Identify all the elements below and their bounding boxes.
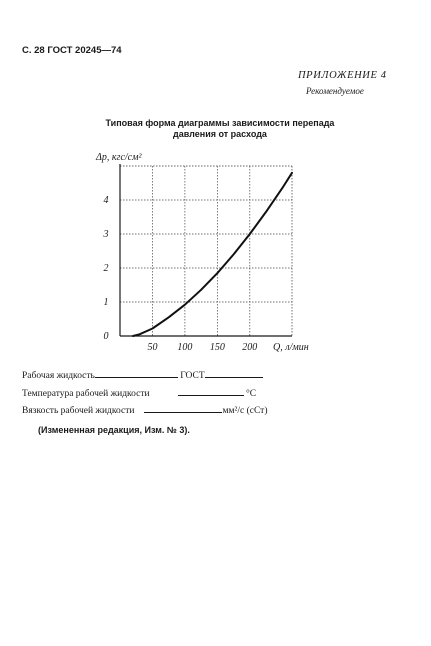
x-axis-label: Q, л/мин <box>273 342 309 353</box>
chart-title-line-1: Типовая форма диаграммы зависимости перепада <box>105 118 335 128</box>
gost-blank <box>205 368 263 378</box>
viscosity-row <box>22 403 267 416</box>
viscosity-unit: мм²/с (сСт) <box>222 406 268 416</box>
gost-label: ГОСТ <box>180 371 205 381</box>
temperature-unit: °С <box>246 389 257 399</box>
chart-grid <box>120 166 292 336</box>
temperature-row <box>22 386 256 399</box>
x-tick-label: 100 <box>177 342 193 353</box>
temperature-blank <box>178 386 244 396</box>
y-tick-label: 0 <box>103 331 109 342</box>
page-header: С. 28 ГОСТ 20245—74 <box>22 45 122 56</box>
y-tick-label: 4 <box>103 195 109 206</box>
chart-title-line-2: давления от расхода <box>173 129 267 139</box>
y-tick-label: 3 <box>103 229 109 240</box>
y-tick-label: 2 <box>103 263 109 274</box>
x-tick-label: 200 <box>242 342 258 353</box>
liquid-row <box>22 368 263 381</box>
chart-series <box>133 173 292 336</box>
appendix-title: ПРИЛОЖЕНИЕ 4 <box>298 70 387 81</box>
liquid-label: Рабочая жидкость <box>22 371 95 381</box>
chart-axes <box>120 164 292 336</box>
viscosity-blank <box>144 403 222 413</box>
x-tick-label: 50 <box>147 342 158 353</box>
y-axis-label: Δр, кгс/см² <box>96 152 142 163</box>
appendix-subtitle: Рекомендуемое <box>306 86 364 96</box>
amendment-note: (Измененная редакция, Изм. № 3). <box>38 425 190 435</box>
viscosity-label: Вязкость рабочей жидкости <box>22 406 135 416</box>
liquid-blank <box>95 368 178 378</box>
y-tick-label: 1 <box>103 297 109 308</box>
x-tick-label: 150 <box>209 342 225 353</box>
pressure-curve <box>133 173 292 336</box>
temperature-label: Температура рабочей жидкости <box>22 389 150 399</box>
chart-tick-labels <box>103 195 258 353</box>
